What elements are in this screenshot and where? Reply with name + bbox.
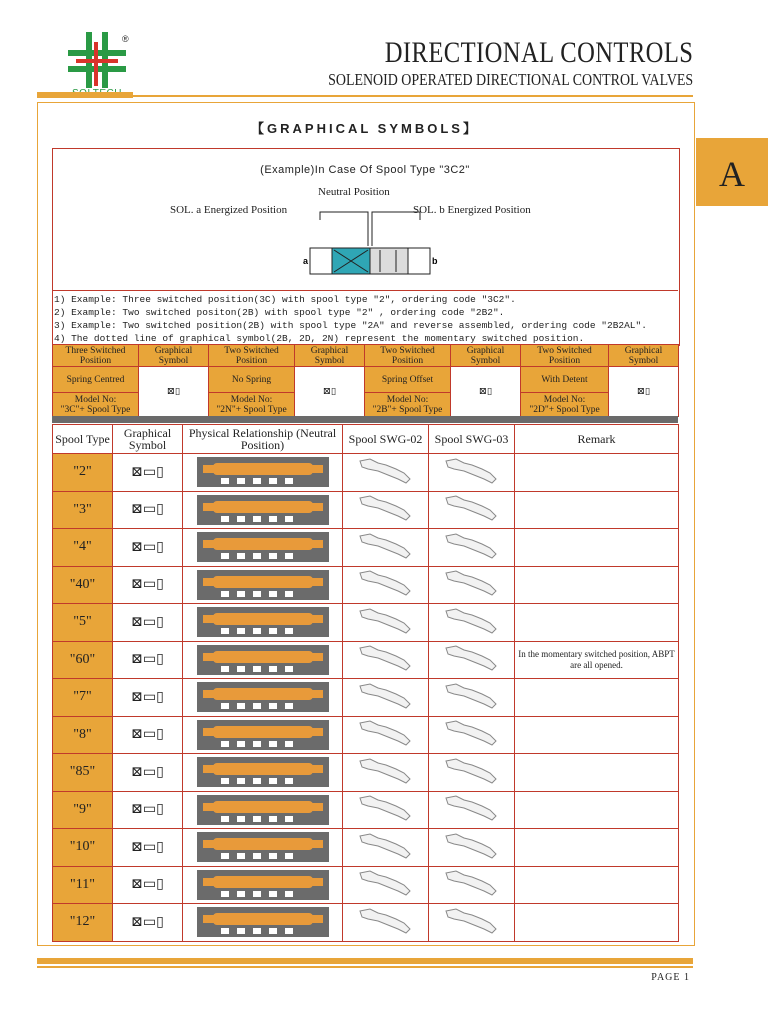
- remark: [515, 679, 679, 717]
- col-header: Spool Type: [53, 425, 113, 454]
- graphical-symbol-icon: ⊠▭▯: [113, 754, 183, 792]
- spool-type: "3": [53, 491, 113, 529]
- neutral-position-label: Neutral Position: [318, 186, 390, 198]
- physical-relationship-image: [183, 529, 343, 567]
- remark: [515, 904, 679, 942]
- graphical-symbol-icon: ⊠▭▯: [113, 716, 183, 754]
- page-title: DIRECTIONAL CONTROLS: [384, 36, 693, 69]
- mode-header: Two Switched Position: [521, 345, 609, 367]
- symbol-header: Graphical Symbol: [139, 345, 209, 367]
- spool-type: "9": [53, 791, 113, 829]
- table-row: [53, 454, 679, 492]
- mode-type: With Detent: [521, 367, 609, 393]
- table-row: [53, 904, 679, 942]
- physical-relationship-image: [183, 904, 343, 942]
- physical-relationship-image: [183, 791, 343, 829]
- remark: [515, 866, 679, 904]
- spool-swg02-image: [343, 716, 429, 754]
- remark: [515, 829, 679, 867]
- spool-swg02-image: [343, 754, 429, 792]
- graphical-symbol-icon: ⊠▭▯: [113, 866, 183, 904]
- table-row: [53, 829, 679, 867]
- mode-type: No Spring: [209, 367, 295, 393]
- spool-type: "7": [53, 679, 113, 717]
- remark: [515, 529, 679, 567]
- sol-b-label: SOL. b Energized Position: [413, 204, 531, 216]
- mode-symbol-icon: ⊠▯: [451, 367, 521, 417]
- physical-relationship-image: [183, 754, 343, 792]
- mode-header: Two Switched Position: [365, 345, 451, 367]
- table-row: [53, 679, 679, 717]
- mode-model: Model No: "2B"+ Spool Type: [365, 393, 451, 417]
- table-row: [53, 491, 679, 529]
- remark: [515, 491, 679, 529]
- graphical-symbol-icon: ⊠▭▯: [113, 604, 183, 642]
- spool-type: "60": [53, 641, 113, 679]
- spool-swg03-image: [429, 754, 515, 792]
- footer-rule: [37, 958, 693, 964]
- remark: [515, 566, 679, 604]
- table-row: [53, 866, 679, 904]
- spool-swg02-image: [343, 491, 429, 529]
- table-row: [53, 566, 679, 604]
- spool-swg03-image: [429, 529, 515, 567]
- port-a-label: a: [303, 256, 309, 266]
- remark: [515, 604, 679, 642]
- page-number: PAGE 1: [651, 972, 690, 983]
- spool-swg03-image: [429, 491, 515, 529]
- graphical-symbol-icon: ⊠▭▯: [113, 904, 183, 942]
- spool-swg03-image: [429, 866, 515, 904]
- spool-swg03-image: [429, 679, 515, 717]
- table-row: [53, 754, 679, 792]
- graphical-symbol-icon: ⊠▭▯: [113, 529, 183, 567]
- physical-relationship-image: [183, 679, 343, 717]
- spool-swg03-image: [429, 454, 515, 492]
- note-item: 4) The dotted line of graphical symbol(2B, 2D, 2N) represent the momentary switched position.: [54, 333, 585, 344]
- note-item: 3) Example: Two switched position(2B) with spool type "2A" and reverse assembled, ordering code "2B2AL".: [54, 320, 647, 331]
- graphical-symbol-icon: ⊠▭▯: [113, 679, 183, 717]
- spool-swg02-image: [343, 529, 429, 567]
- col-header: Graphical Symbol: [113, 425, 183, 454]
- spool-swg03-image: [429, 716, 515, 754]
- section-tab: A: [696, 138, 768, 206]
- table-divider: [52, 416, 678, 423]
- spool-swg03-image: [429, 791, 515, 829]
- spool-table: [52, 424, 679, 942]
- physical-relationship-image: [183, 566, 343, 604]
- port-b-label: b: [432, 256, 438, 266]
- spool-swg03-image: [429, 641, 515, 679]
- mode-type: Spring Centred: [53, 367, 139, 393]
- remark: In the momentary switched position, ABPT are all opened.: [515, 641, 679, 679]
- notes-list: [52, 290, 678, 345]
- note-item: 1) Example: Three switched position(3C) with spool type "2", ordering code "3C2".: [54, 294, 516, 305]
- spool-swg03-image: [429, 829, 515, 867]
- remark: [515, 716, 679, 754]
- mode-header: Three Switched Position: [53, 345, 139, 367]
- spool-swg02-image: [343, 566, 429, 604]
- col-header: Spool SWG-02: [343, 425, 429, 454]
- footer-rule-thin: [37, 966, 693, 968]
- example-title: (Example)In Case Of Spool Type "3C2": [260, 164, 470, 176]
- spool-swg03-image: [429, 904, 515, 942]
- graphical-symbol-icon: ⊠▭▯: [113, 454, 183, 492]
- table-row: [53, 791, 679, 829]
- physical-relationship-image: [183, 641, 343, 679]
- sol-a-label: SOL. a Energized Position: [170, 204, 288, 216]
- physical-relationship-image: [183, 829, 343, 867]
- registered-mark: ®: [122, 34, 129, 44]
- physical-relationship-image: [183, 604, 343, 642]
- remark: [515, 454, 679, 492]
- mode-symbol-icon: ⊠▯: [139, 367, 209, 417]
- mode-type: Spring Offset: [365, 367, 451, 393]
- table-row: [53, 604, 679, 642]
- mode-header: Two Switched Position: [209, 345, 295, 367]
- mode-model: Model No: "2N"+ Spool Type: [209, 393, 295, 417]
- mode-model: Model No: "3C"+ Spool Type: [53, 393, 139, 417]
- spool-swg02-image: [343, 641, 429, 679]
- symbol-header: Graphical Symbol: [609, 345, 679, 367]
- spool-swg02-image: [343, 454, 429, 492]
- spool-swg03-image: [429, 566, 515, 604]
- section-title: 【GRAPHICAL SYMBOLS】: [251, 121, 479, 136]
- mode-symbol-icon: ⊠▯: [609, 367, 679, 417]
- valve-symbol-example: [300, 198, 440, 278]
- table-row: [53, 641, 679, 679]
- remark: [515, 754, 679, 792]
- mode-symbol-icon: ⊠▯: [295, 367, 365, 417]
- spool-swg02-image: [343, 604, 429, 642]
- col-header: Physical Relationship (Neutral Position): [183, 425, 343, 454]
- header-rule: [133, 95, 693, 97]
- spool-type: "11": [53, 866, 113, 904]
- mode-model: Model No: "2D"+ Spool Type: [521, 393, 609, 417]
- physical-relationship-image: [183, 716, 343, 754]
- note-item: 2) Example: Two switched positon(2B) with spool type "2" , ordering code "2B2".: [54, 307, 505, 318]
- spool-swg02-image: [343, 866, 429, 904]
- symbol-header: Graphical Symbol: [451, 345, 521, 367]
- remark: [515, 791, 679, 829]
- spool-type: "8": [53, 716, 113, 754]
- spool-type: "40": [53, 566, 113, 604]
- graphical-symbol-icon: ⊠▭▯: [113, 829, 183, 867]
- table-row: [53, 529, 679, 567]
- graphical-symbol-icon: ⊠▭▯: [113, 641, 183, 679]
- physical-relationship-image: [183, 866, 343, 904]
- physical-relationship-image: [183, 454, 343, 492]
- spool-type: "10": [53, 829, 113, 867]
- graphical-symbol-icon: ⊠▭▯: [113, 491, 183, 529]
- mode-table: [52, 344, 679, 417]
- spool-type: "85": [53, 754, 113, 792]
- physical-relationship-image: [183, 491, 343, 529]
- spool-swg02-image: [343, 679, 429, 717]
- spool-type: "4": [53, 529, 113, 567]
- col-header: Remark: [515, 425, 679, 454]
- table-row: [53, 716, 679, 754]
- graphical-symbol-icon: ⊠▭▯: [113, 791, 183, 829]
- spool-swg02-image: [343, 791, 429, 829]
- symbol-header: Graphical Symbol: [295, 345, 365, 367]
- spool-type: "12": [53, 904, 113, 942]
- spool-type: "2": [53, 454, 113, 492]
- header-rule-left: [37, 92, 133, 98]
- spool-type: "5": [53, 604, 113, 642]
- page-subtitle: SOLENOID OPERATED DIRECTIONAL CONTROL VALVES: [327, 70, 693, 89]
- col-header: Spool SWG-03: [429, 425, 515, 454]
- spool-swg02-image: [343, 904, 429, 942]
- spool-swg02-image: [343, 829, 429, 867]
- spool-swg03-image: [429, 604, 515, 642]
- graphical-symbol-icon: ⊠▭▯: [113, 566, 183, 604]
